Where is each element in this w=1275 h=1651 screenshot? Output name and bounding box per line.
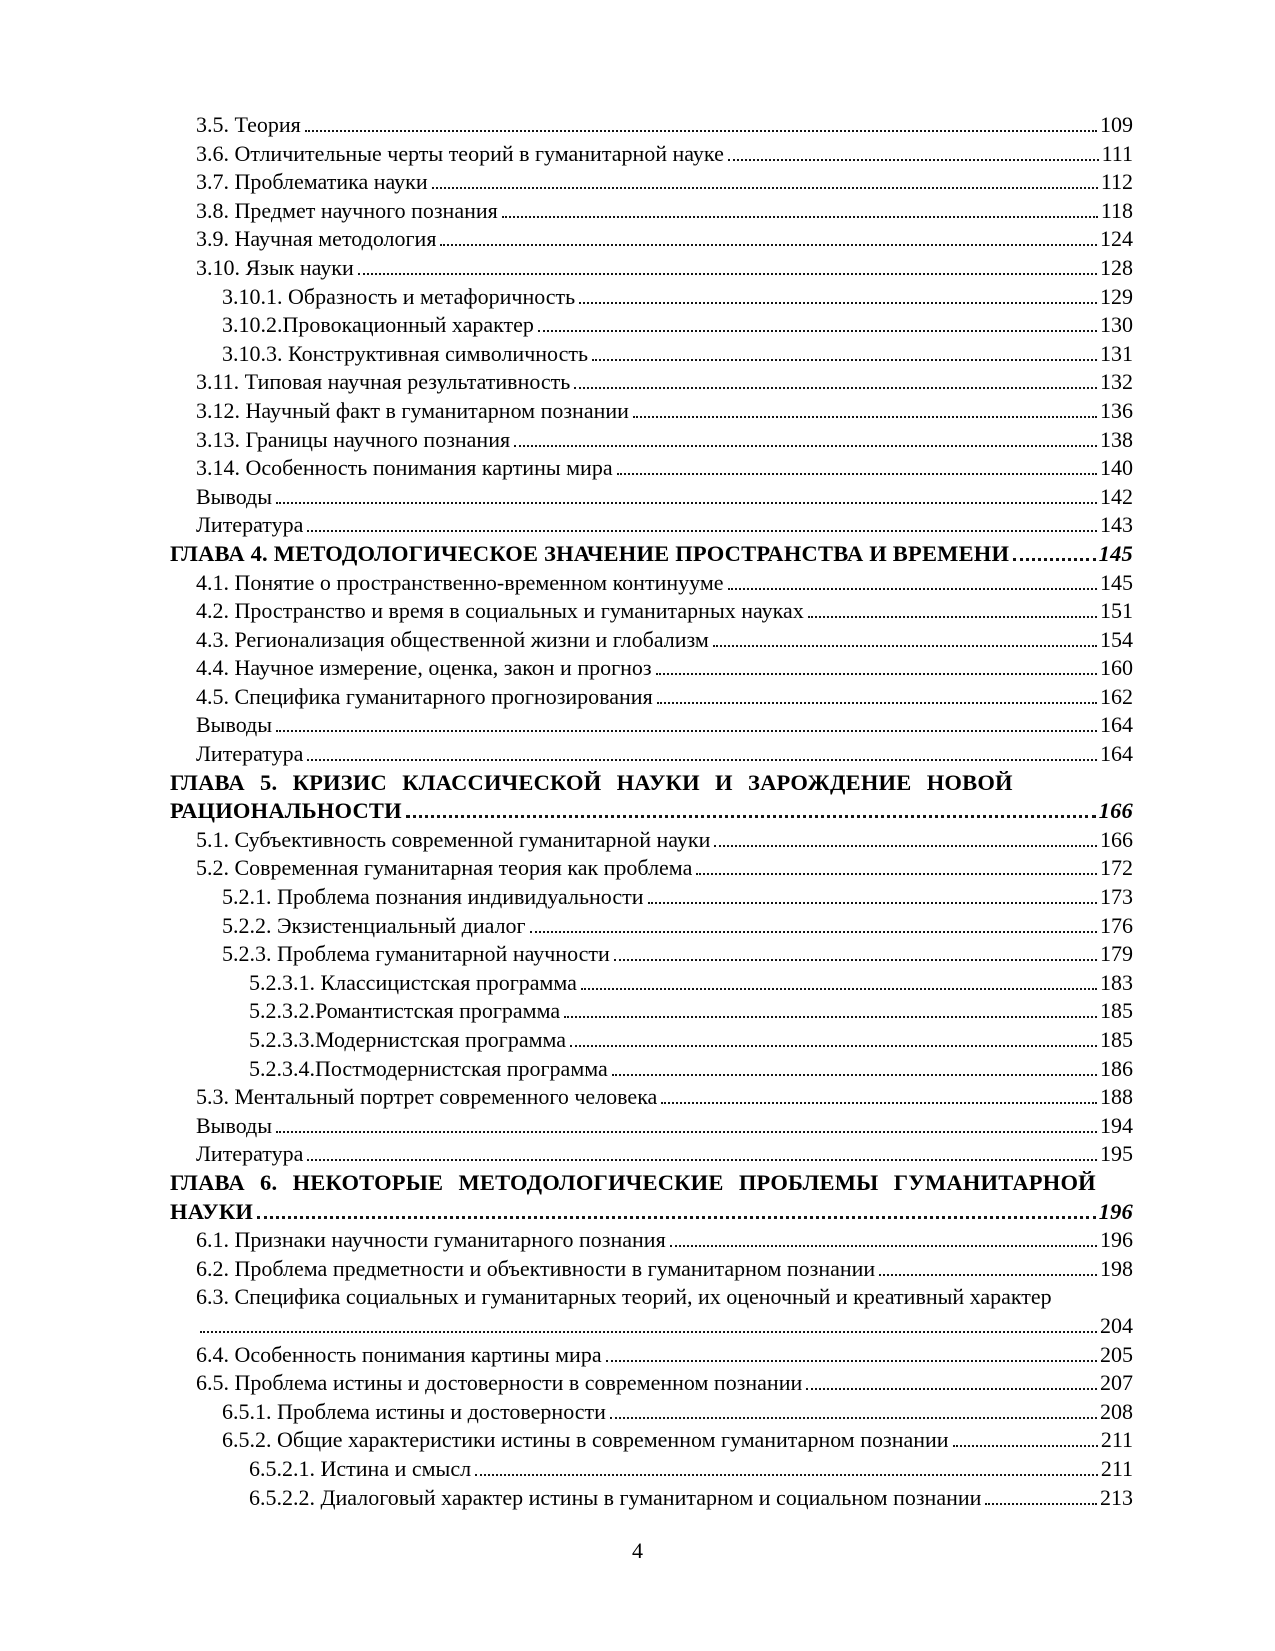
- dot-leader: [307, 530, 1097, 532]
- toc-entry-text: Литература: [196, 1141, 304, 1167]
- toc-entry: [170, 483, 1133, 512]
- dot-leader: [305, 130, 1097, 132]
- toc-entry-text: ГЛАВА 5. КРИЗИС КЛАССИЧЕСКОЙ НАУКИ И ЗАРОЖДЕНИЕ НОВОЙ: [170, 769, 1013, 795]
- toc-entry: [170, 111, 1133, 140]
- toc-entry-text: 4.3. Регионализация общественной жизни и глобализм: [196, 626, 709, 652]
- toc-entry: [170, 569, 1133, 598]
- toc-entry-page: 195: [1100, 1141, 1133, 1167]
- dot-leader: [606, 1360, 1097, 1362]
- toc-entry-page: 207: [1100, 1370, 1133, 1396]
- toc-entry-page: 211: [1100, 1427, 1133, 1453]
- table-of-contents: [170, 111, 1133, 1512]
- dot-leader: [648, 902, 1097, 904]
- toc-entry-page: 179: [1100, 941, 1133, 967]
- toc-entry-page: 164: [1100, 741, 1133, 767]
- toc-entry-page: 166: [1100, 826, 1133, 852]
- dot-leader: [879, 1274, 1097, 1276]
- toc-entry-page: 129: [1100, 283, 1133, 309]
- dot-leader: [440, 244, 1097, 246]
- toc-entry: [170, 711, 1133, 740]
- toc-entry: [170, 854, 1133, 883]
- toc-entry-text: 6.5.2.1. Истина и смысл: [249, 1455, 472, 1481]
- toc-entry: [170, 969, 1133, 998]
- toc-entry-page: 145: [1100, 569, 1133, 595]
- toc-entry-text: 6.5.1. Проблема истины и достоверности: [222, 1398, 606, 1424]
- dot-leader: [579, 302, 1097, 304]
- toc-chapter-entry: [170, 1198, 1133, 1227]
- dot-leader: [592, 359, 1097, 361]
- dot-leader: [276, 730, 1097, 732]
- toc-entry-page: 118: [1100, 197, 1133, 223]
- toc-entry-text: 3.13. Границы научного познания: [196, 426, 511, 452]
- toc-entry-page: 145: [1098, 540, 1133, 566]
- toc-entry: [170, 1455, 1133, 1484]
- dot-leader: [1013, 558, 1095, 561]
- dot-leader: [614, 959, 1097, 961]
- toc-entry-text: 5.1. Субъективность современной гуманитарной науки: [196, 826, 711, 852]
- toc-entry-text: Выводы: [196, 712, 273, 738]
- toc-entry: [170, 1112, 1133, 1141]
- toc-entry: [170, 283, 1133, 312]
- toc-entry-text: 6.3. Специфика социальных и гуманитарных теорий, их оценочный и креативный характер: [196, 1284, 1052, 1310]
- dot-leader: [696, 873, 1097, 875]
- toc-entry-text: 5.2. Современная гуманитарная теория как проблема: [196, 855, 693, 881]
- toc-entry-text: 3.8. Предмет научного познания: [196, 197, 498, 223]
- toc-entry-text: 5.2.3.2.Романтистская программа: [249, 998, 561, 1024]
- dot-leader: [307, 759, 1097, 761]
- toc-entry-page: 172: [1100, 855, 1133, 881]
- toc-entry-text: 3.9. Научная методология: [196, 226, 437, 252]
- toc-entry-text: Литература: [196, 512, 304, 538]
- toc-entry: [170, 740, 1133, 769]
- dot-leader: [714, 845, 1097, 847]
- toc-chapter-entry: [170, 769, 1133, 798]
- dot-leader: [406, 815, 1096, 818]
- toc-entry: [170, 1026, 1133, 1055]
- dot-leader: [610, 1417, 1097, 1419]
- toc-entry-page: 196: [1100, 1227, 1133, 1253]
- toc-entry-page: 186: [1100, 1055, 1133, 1081]
- toc-entry: [170, 1055, 1133, 1084]
- toc-entry: [170, 940, 1133, 969]
- toc-entry-page: 173: [1100, 884, 1133, 910]
- dot-leader: [257, 1216, 1096, 1219]
- toc-entry-page: 204: [1100, 1312, 1133, 1338]
- toc-entry: [170, 1484, 1133, 1513]
- toc-entry-page: 128: [1100, 254, 1133, 280]
- dot-leader: [570, 1045, 1097, 1047]
- toc-entry-page: 205: [1100, 1341, 1133, 1367]
- dot-leader: [581, 988, 1097, 990]
- toc-entry-page: 112: [1100, 169, 1133, 195]
- toc-entry: [170, 997, 1133, 1026]
- toc-entry-page: 111: [1101, 140, 1133, 166]
- toc-entry: [170, 883, 1133, 912]
- toc-entry-page: 194: [1100, 1112, 1133, 1138]
- toc-entry: [170, 511, 1133, 540]
- toc-entry-text: ГЛАВА 6. НЕКОТОРЫЕ МЕТОДОЛОГИЧЕСКИЕ ПРОБЛЕМЫ ГУМАНИТАРНОЙ: [170, 1169, 1096, 1195]
- toc-entry: [170, 626, 1133, 655]
- toc-entry-text: 5.2.3.1. Классицистская программа: [249, 969, 577, 995]
- toc-entry-page: 166: [1098, 798, 1133, 824]
- dot-leader: [200, 1331, 1097, 1333]
- toc-chapter-entry: [170, 540, 1133, 569]
- dot-leader: [574, 387, 1097, 389]
- toc-entry: [170, 140, 1133, 169]
- toc-entry-page: 131: [1100, 340, 1133, 366]
- toc-entry-page: 142: [1100, 483, 1133, 509]
- toc-entry: [170, 683, 1133, 712]
- toc-entry-text: 6.5.2. Общие характеристики истины в современном гуманитарном познании: [222, 1427, 949, 1453]
- toc-entry-page: 183: [1100, 969, 1133, 995]
- toc-entry: [170, 225, 1133, 254]
- toc-entry-text: 6.2. Проблема предметности и объективности в гуманитарном познании: [196, 1255, 876, 1281]
- dot-leader: [661, 1102, 1097, 1104]
- dot-leader: [432, 187, 1098, 189]
- dot-leader: [633, 416, 1097, 418]
- dot-leader: [612, 1074, 1097, 1076]
- dot-leader: [806, 1388, 1097, 1390]
- toc-entry-page: 176: [1100, 912, 1133, 938]
- toc-entry-text: 5.2.3.3.Модернистская программа: [249, 1027, 567, 1052]
- toc-entry: [170, 1255, 1133, 1284]
- dot-leader: [514, 445, 1097, 447]
- toc-entry: [170, 454, 1133, 483]
- dot-leader: [276, 1131, 1097, 1133]
- toc-entry-page: 130: [1100, 312, 1133, 338]
- toc-chapter-entry: [170, 797, 1133, 826]
- toc-entry-page: 109: [1100, 112, 1133, 137]
- toc-entry: [170, 1140, 1133, 1169]
- toc-entry: [170, 368, 1133, 397]
- dot-leader: [713, 645, 1097, 647]
- toc-entry: [170, 1426, 1133, 1455]
- toc-entry: [170, 597, 1133, 626]
- toc-entry-text: 5.2.2. Экзистенциальный диалог: [222, 912, 526, 938]
- toc-entry-text: 6.4. Особенность понимания картины мира: [196, 1341, 602, 1367]
- toc-entry-page: 188: [1100, 1084, 1133, 1110]
- toc-entry-text: 6.5.2.2. Диалоговый характер истины в гуманитарном и социальном познании: [249, 1484, 982, 1510]
- dot-leader: [538, 330, 1097, 332]
- toc-entry-text: 5.2.1. Проблема познания индивидуальности: [222, 884, 644, 910]
- toc-entry-text: 5.3. Ментальный портрет современного человека: [196, 1084, 658, 1110]
- toc-entry-page: 208: [1100, 1398, 1133, 1424]
- page-number-footer: 4: [632, 1538, 643, 1563]
- dot-leader: [276, 502, 1097, 504]
- toc-entry: [170, 254, 1133, 283]
- toc-entry: [170, 426, 1133, 455]
- toc-entry-page: 185: [1100, 1027, 1133, 1052]
- toc-entry-text: 3.10.3. Конструктивная символичность: [222, 340, 588, 366]
- toc-entry-text: ГЛАВА 4. МЕТОДОЛОГИЧЕСКОЕ ЗНАЧЕНИЕ ПРОСТРАНСТВА И ВРЕМЕНИ: [170, 540, 1010, 566]
- toc-entry-page: 140: [1100, 455, 1133, 481]
- toc-entry-page: 213: [1100, 1484, 1133, 1510]
- toc-entry-text: 6.1. Признаки научности гуманитарного познания: [196, 1227, 666, 1253]
- dot-leader: [657, 702, 1097, 704]
- toc-entry: [170, 1369, 1133, 1398]
- toc-entry-text: 4.5. Специфика гуманитарного прогнозирования: [196, 683, 653, 709]
- toc-entry: [170, 1226, 1133, 1255]
- dot-leader: [953, 1445, 1098, 1447]
- toc-entry-page: 132: [1100, 369, 1133, 395]
- toc-entry: [170, 397, 1133, 426]
- toc-entry: [170, 1341, 1133, 1370]
- dot-leader: [985, 1503, 1097, 1505]
- toc-entry: [170, 197, 1133, 226]
- dot-leader: [564, 1016, 1097, 1018]
- toc-entry-text: 3.7. Проблематика науки: [196, 169, 428, 195]
- toc-entry-text: 3.10.1. Образность и метафоричность: [222, 283, 576, 309]
- toc-entry-page: 196: [1098, 1198, 1133, 1224]
- toc-entry-text: 6.5. Проблема истины и достоверности в современном познании: [196, 1370, 803, 1396]
- dot-leader: [670, 1245, 1097, 1247]
- toc-entry-text: 4.1. Понятие о пространственно-временном континууме: [196, 569, 724, 595]
- toc-entry-page: 151: [1100, 598, 1133, 624]
- toc-entry-page: 211: [1100, 1455, 1133, 1481]
- toc-entry-text: 3.12. Научный факт в гуманитарном познании: [196, 397, 629, 423]
- toc-entry-text: 5.2.3. Проблема гуманитарной научности: [222, 941, 610, 967]
- toc-entry-page: 164: [1100, 712, 1133, 738]
- toc-entry-text: 3.14. Особенность понимания картины мира: [196, 455, 613, 481]
- toc-entry: [170, 826, 1133, 855]
- toc-entry-text: 3.10. Язык науки: [196, 254, 354, 280]
- toc-entry-text: Выводы: [196, 1112, 273, 1138]
- dot-leader: [808, 616, 1097, 618]
- toc-entry: [170, 1398, 1133, 1427]
- toc-entry-page: 154: [1100, 626, 1133, 652]
- toc-entry: [170, 1283, 1133, 1312]
- dot-leader: [617, 473, 1097, 475]
- toc-chapter-entry: [170, 1169, 1133, 1198]
- toc-entry-page: 160: [1100, 655, 1133, 681]
- toc-entry-text: 3.5. Теория: [196, 112, 301, 137]
- toc-entry-text: 4.4. Научное измерение, оценка, закон и прогноз: [196, 655, 652, 681]
- toc-entry: [170, 912, 1133, 941]
- toc-entry-text: 3.10.2.Провокационный характер: [222, 312, 534, 338]
- toc-entry-text: 3.6. Отличительные черты теорий в гуманитарной науке: [196, 140, 724, 166]
- toc-entry: [170, 1083, 1133, 1112]
- dot-leader: [656, 673, 1097, 675]
- dot-leader: [358, 273, 1097, 275]
- toc-entry-text: 5.2.3.4.Постмодернистская программа: [249, 1055, 608, 1081]
- toc-entry-page: 143: [1100, 512, 1133, 538]
- toc-entry-text: Выводы: [196, 483, 273, 509]
- toc-entry-page: 124: [1100, 226, 1133, 252]
- dot-leader: [530, 931, 1097, 933]
- toc-entry-page: 138: [1100, 426, 1133, 452]
- dot-leader: [728, 159, 1099, 161]
- toc-entry-page: 136: [1100, 397, 1133, 423]
- toc-entry-text: 4.2. Пространство и время в социальных и гуманитарных науках: [196, 598, 804, 624]
- toc-entry-text: Литература: [196, 741, 304, 767]
- toc-entry-text: РАЦИОНАЛЬНОСТИ: [170, 798, 402, 824]
- dot-leader: [475, 1474, 1098, 1476]
- toc-entry: [170, 311, 1133, 340]
- toc-entry: [170, 654, 1133, 683]
- toc-entry-text: 3.11. Типовая научная результативность: [196, 369, 571, 395]
- toc-entry-page: 185: [1100, 998, 1133, 1024]
- toc-entry-page: 162: [1100, 683, 1133, 709]
- toc-entry-text: НАУКИ: [170, 1198, 254, 1224]
- toc-entry: [170, 340, 1133, 369]
- toc-entry: [170, 168, 1133, 197]
- dot-leader: [728, 588, 1097, 590]
- dot-leader: [502, 216, 1098, 218]
- toc-entry: [170, 1312, 1133, 1341]
- toc-entry-page: 198: [1100, 1255, 1133, 1281]
- dot-leader: [307, 1159, 1097, 1161]
